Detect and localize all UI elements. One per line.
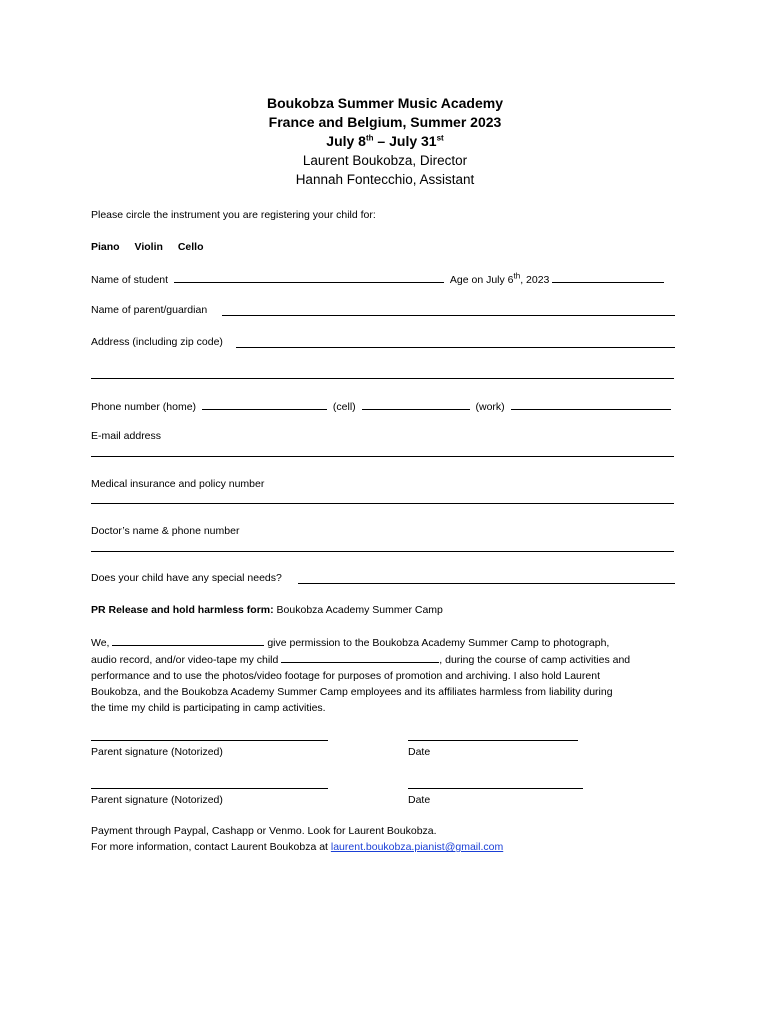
date-field-1[interactable] [408, 740, 578, 741]
instrument-options [91, 240, 204, 254]
phone-row [91, 398, 671, 414]
date-label-2: Date [408, 794, 431, 806]
phone-work-label: (work) [475, 401, 505, 413]
contact-info: For more information, contact Laurent Boukobza at laurent.boukobza.pianist@gmail.com [91, 841, 504, 853]
parent-signature-field-2[interactable] [91, 788, 328, 789]
special-needs-label: Does your child have any special needs? [91, 572, 282, 584]
phone-cell-label: (cell) [332, 401, 356, 413]
date-label-1: Date [408, 746, 431, 758]
doctor-field[interactable] [91, 551, 674, 552]
phone-home-field[interactable] [202, 398, 327, 410]
parent-signature-label-2: Parent signature (Notorized) [91, 794, 223, 806]
address-field[interactable] [236, 347, 675, 348]
insurance-field[interactable] [91, 503, 674, 504]
academy-title: Boukobza Summer Music Academy [267, 95, 503, 111]
email-field[interactable] [91, 456, 674, 457]
age-field[interactable] [552, 271, 664, 283]
release-name-field[interactable] [112, 634, 264, 646]
insurance-label: Medical insurance and policy number [91, 478, 265, 490]
instrument-cello[interactable]: Cello [177, 241, 204, 253]
address-field-line2[interactable] [91, 378, 674, 379]
email-label: E-mail address [91, 430, 162, 442]
release-heading: PR Release and hold harmless form: Boukobza Academy Summer Camp [91, 604, 443, 616]
parent-label: Name of parent/guardian [91, 304, 208, 316]
camp-dates: July 8th – July 31st [326, 133, 444, 149]
doctor-label: Doctor’s name & phone number [91, 525, 240, 537]
phone-work-field[interactable] [511, 398, 671, 410]
payment-info: Payment through Paypal, Cashapp or Venmo. Look for Laurent Boukobza. [91, 825, 437, 837]
student-name-label: Name of student [91, 274, 169, 286]
phone-cell-field[interactable] [362, 398, 470, 410]
release-paragraph: We, give permission to the Boukobza Academy Summer Camp to photograph, audio record, and/or video-tape my child , during the course of camp activities and performance and to use the photos/video footage for purposes of promotion and archiving. I also hold Laurent Boukobza, and the Boukobza Academy Summer Camp employees and its affiliates harmless from liability during the time my child is participating in camp activities. [91, 634, 681, 716]
instrument-instructions: Please circle the instrument you are registering your child for: [91, 209, 376, 221]
date-field-2[interactable] [408, 788, 583, 789]
release-child-field[interactable] [281, 651, 439, 663]
parent-signature-label-1: Parent signature (Notorized) [91, 746, 223, 758]
age-label: Age on July 6th, 2023 [449, 271, 550, 286]
contact-email-link[interactable]: laurent.boukobza.pianist@gmail.com [330, 841, 504, 853]
parent-signature-field-1[interactable] [91, 740, 328, 741]
assistant-line: Hannah Fontecchio, Assistant [295, 172, 475, 187]
student-row [91, 271, 664, 287]
parent-field[interactable] [222, 315, 675, 316]
special-needs-field[interactable] [298, 583, 675, 584]
address-label: Address (including zip code) [91, 336, 223, 348]
academy-subtitle: France and Belgium, Summer 2023 [268, 114, 502, 130]
phone-home-label: Phone number (home) [91, 401, 197, 413]
student-name-field[interactable] [174, 271, 444, 283]
director-line: Laurent Boukobza, Director [302, 153, 468, 168]
instrument-piano[interactable]: Piano [91, 241, 120, 253]
instrument-violin[interactable]: Violin [134, 241, 163, 253]
